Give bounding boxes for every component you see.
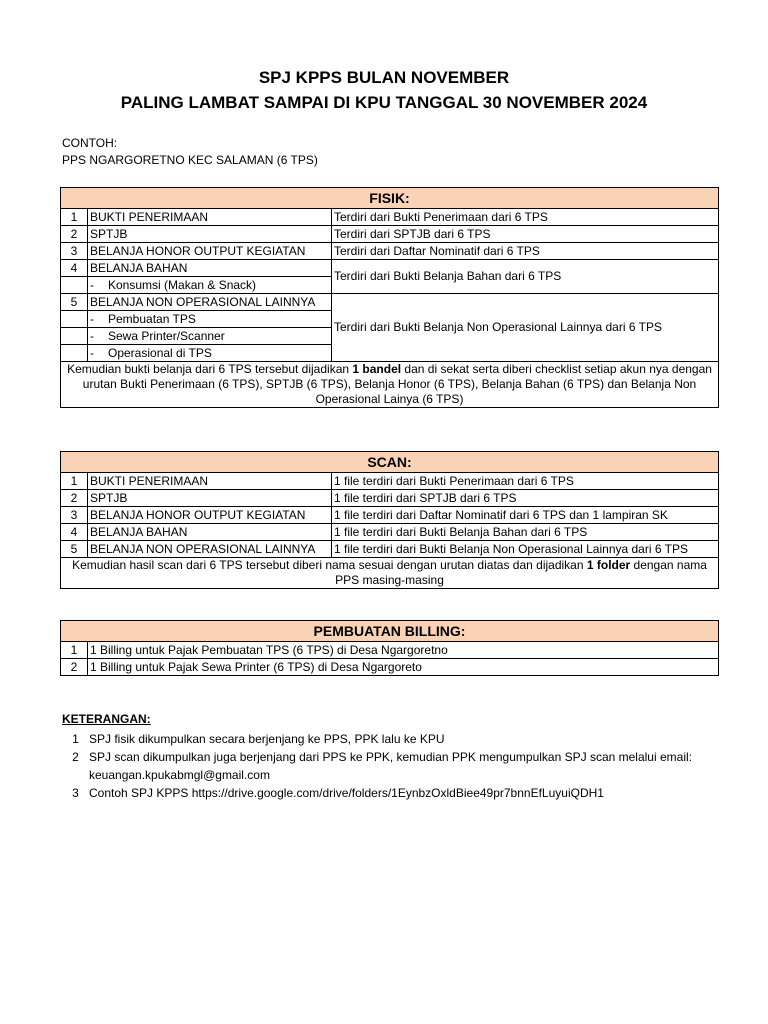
row-text: 1 Billing untuk Pajak Sewa Printer (6 TPS) di Desa Ngargoreto [88, 659, 719, 676]
table-row [61, 507, 719, 524]
row-item: BUKTI PENERIMAAN [88, 209, 332, 226]
row-number: 2 [61, 226, 88, 243]
example-value: PPS NGARGORETNO KEC SALAMAN (6 TPS) [62, 153, 318, 167]
row-number: 5 [61, 294, 88, 311]
table-row [61, 541, 719, 558]
row-item: BELANJA HONOR OUTPUT KEGIATAN [88, 507, 332, 524]
row-number: 3 [61, 507, 88, 524]
table-row [61, 659, 719, 676]
row-desc: Terdiri dari SPTJB dari 6 TPS [332, 226, 719, 243]
table-row [61, 243, 719, 260]
row-subitem: - Konsumsi (Makan & Snack) [88, 277, 332, 294]
row-text: 1 Billing untuk Pajak Pembuatan TPS (6 TPS) di Desa Ngargoretno [88, 642, 719, 659]
scan-note: Kemudian hasil scan dari 6 TPS tersebut diberi nama sesuai dengan urutan diatas dan dijadikan 1 folder dengan nama PPS masing-masing [61, 558, 719, 589]
example-label: CONTOH: [62, 136, 118, 150]
item-number: 3 [72, 786, 79, 800]
row-subitem: - Pembuatan TPS [88, 311, 332, 328]
item-number: 2 [72, 750, 79, 764]
row-desc: 1 file terdiri dari Bukti Belanja Non Operasional Lainnya dari 6 TPS [332, 541, 719, 558]
row-item: BELANJA NON OPERASIONAL LAINNYA [88, 294, 332, 311]
keterangan-title: KETERANGAN: [62, 712, 151, 726]
row-item: BELANJA BAHAN [88, 260, 332, 277]
fisik-note: Kemudian bukti belanja dari 6 TPS tersebut dijadikan 1 bandel dan di sekat serta diberi checklist setiap akun nya dengan urutan Bukti Penerimaan (6 TPS), SPTJB (6 TPS), Belanja Honor (6 TPS), Belanja Bahan (6 TPS) dan Belanja Non Operasional Lainya (6 TPS) [61, 362, 719, 408]
row-desc: Terdiri dari Bukti Penerimaan dari 6 TPS [332, 209, 719, 226]
row-item: BELANJA HONOR OUTPUT KEGIATAN [88, 243, 332, 260]
row-desc: 1 file terdiri dari SPTJB dari 6 TPS [332, 490, 719, 507]
row-number: 1 [61, 642, 88, 659]
table-row [61, 294, 719, 311]
row-number: 4 [61, 260, 88, 277]
row-desc: 1 file terdiri dari Bukti Penerimaan dari 6 TPS [332, 473, 719, 490]
row-desc: Terdiri dari Daftar Nominatif dari 6 TPS [332, 243, 719, 260]
table-row [61, 473, 719, 490]
scan-header: SCAN: [61, 452, 719, 473]
document-title: SPJ KPPS BULAN NOVEMBER [258, 68, 510, 87]
row-desc: Terdiri dari Bukti Belanja Bahan dari 6 TPS [332, 260, 719, 294]
item-text: SPJ scan dikumpulkan juga berjenjang dari PPS ke PPK, kemudian PPK mengumpulkan SPJ scan melalui email: keuangan.kpukabmgl@gmail.com [89, 750, 692, 782]
table-row [61, 260, 719, 277]
row-number: 2 [61, 659, 88, 676]
scan-table [60, 451, 719, 589]
item-text: SPJ fisik dikumpulkan secara berjenjang ke PPS, PPK lalu ke KPU [89, 732, 445, 746]
row-item: BELANJA BAHAN [88, 524, 332, 541]
fisik-table [60, 187, 719, 408]
item-number: 1 [72, 732, 79, 746]
row-subitem: - Operasional di TPS [88, 345, 332, 362]
table-row [61, 642, 719, 659]
row-desc: 1 file terdiri dari Daftar Nominatif dari 6 TPS dan 1 lampiran SK [332, 507, 719, 524]
row-number: 3 [61, 243, 88, 260]
table-row [61, 209, 719, 226]
row-number: 1 [61, 209, 88, 226]
table-row [61, 524, 719, 541]
row-desc: Terdiri dari Bukti Belanja Non Operasional Lainnya dari 6 TPS [332, 294, 719, 362]
keterangan-list [62, 730, 722, 802]
list-item [62, 784, 722, 802]
list-item [62, 730, 722, 748]
list-item [62, 748, 722, 784]
billing-table [60, 620, 719, 676]
document-subtitle: PALING LAMBAT SAMPAI DI KPU TANGGAL 30 NOVEMBER 2024 [120, 93, 648, 112]
item-link[interactable]: Contoh SPJ KPPS https://drive.google.com/drive/folders/1EynbzOxldBiee49pr7bnnEfLuyuiQDH1 [89, 786, 604, 800]
table-row [61, 490, 719, 507]
row-item: BELANJA NON OPERASIONAL LAINNYA [88, 541, 332, 558]
row-desc: 1 file terdiri dari Bukti Belanja Bahan dari 6 TPS [332, 524, 719, 541]
row-number: 1 [61, 473, 88, 490]
row-subitem: - Sewa Printer/Scanner [88, 328, 332, 345]
row-number: 5 [61, 541, 88, 558]
billing-header: PEMBUATAN BILLING: [61, 621, 719, 642]
row-number: 2 [61, 490, 88, 507]
row-item: SPTJB [88, 490, 332, 507]
fisik-header: FISIK: [61, 188, 719, 209]
row-item: BUKTI PENERIMAAN [88, 473, 332, 490]
row-item: SPTJB [88, 226, 332, 243]
row-number: 4 [61, 524, 88, 541]
table-row [61, 226, 719, 243]
